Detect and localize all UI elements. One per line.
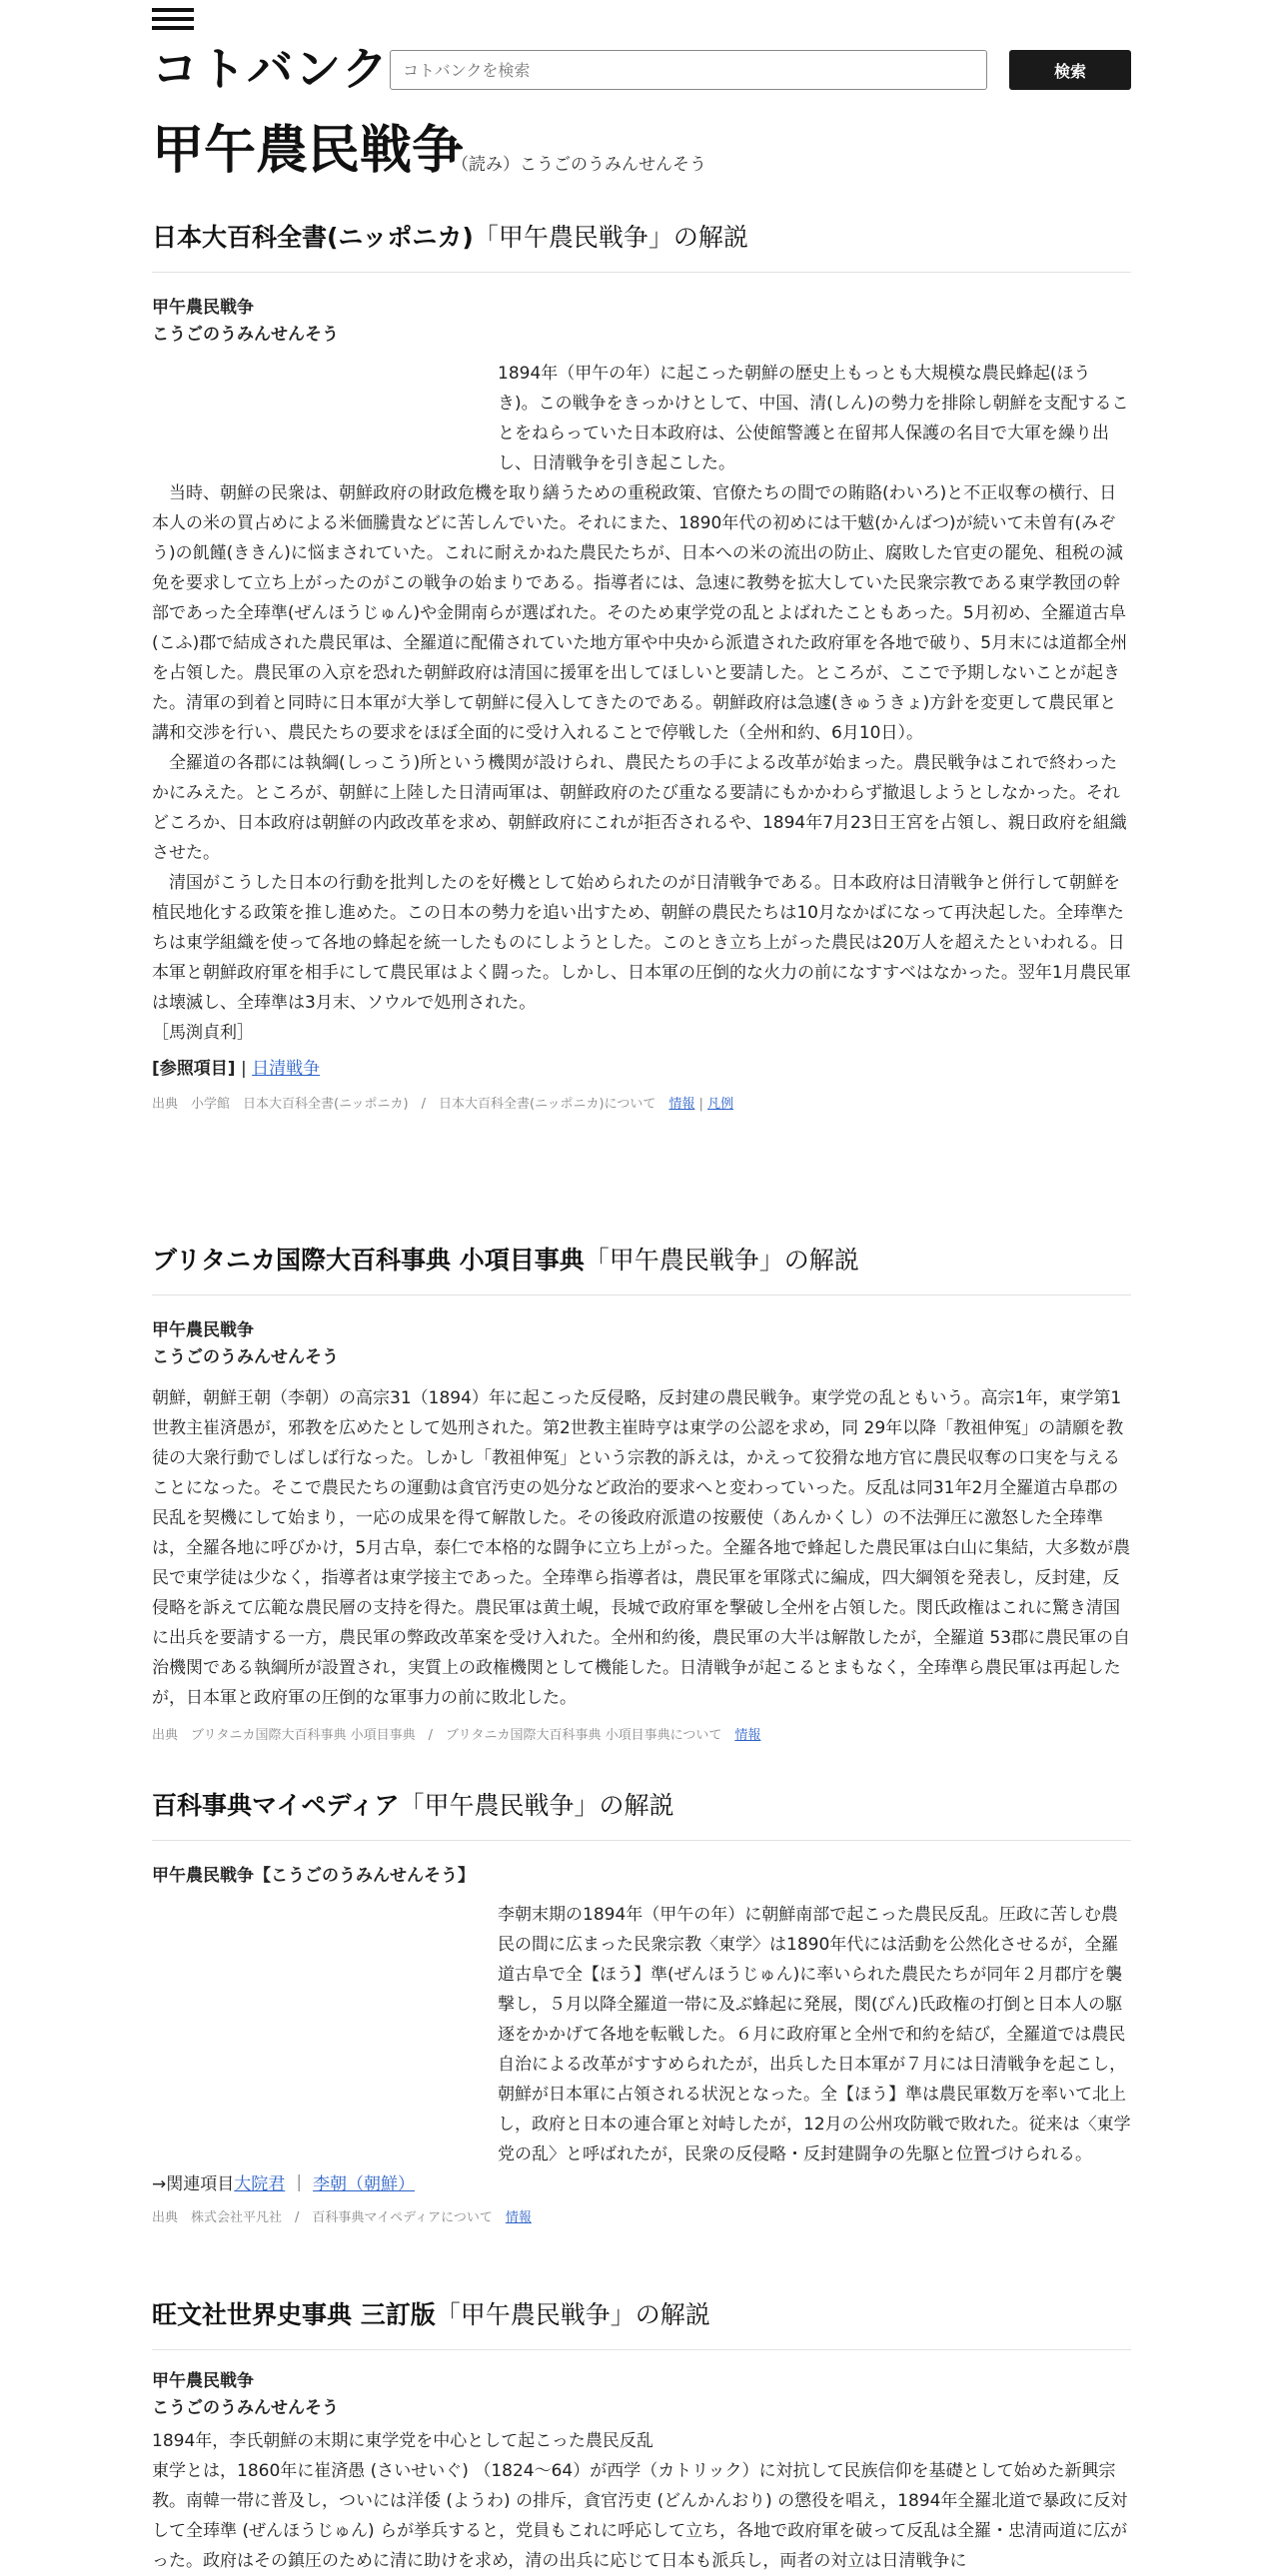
entry-body: 李朝末期の1894年（甲午の年）に朝鮮南部で起こった農民反乱。圧政に苦しむ農民の間に広まった民衆宗教〈東学〉は1890年代には活動を公然化させるが，全羅道古阜で全【ほう】準(ぜんほうじゅん)に率いられた農民たちが同年２月郡庁を襲撃し，５月以降全羅道一帯に及ぶ蜂起に発展，閔(びん)氏政権の打倒と日本人の駆逐をかかげて各地を転戦した。６月に政府軍と全州で和約を結び，全羅道では農民自治による改革がすすめられたが，出兵した日本軍が７月には日清戦争を起こし，朝鮮が日本軍に占領される状況となった。全【ほう】準は農民軍数万を率いて北上し，政府と日本の連合軍と対峙したが，12月の公州攻防戦で敗れた。従来は〈東学党の乱〉と呼ばれたが，民衆の反侵略・反封建闘争の先駆と位置づけられる。: [498, 1905, 1131, 2164]
related-link[interactable]: 李朝（朝鮮）: [313, 2174, 416, 2194]
entry-title: 甲午農民戦争【こうごのうみんせんそう】: [152, 1866, 475, 1886]
info-link[interactable]: 情報: [505, 2210, 532, 2225]
info-link[interactable]: 情報: [734, 1728, 761, 1743]
entry-reading: こうごのうみんせんそう: [152, 1347, 339, 1367]
section-heading: 旺文社世界史事典 三訂版「甲午農民戦争」の解説: [152, 2295, 1131, 2350]
menu-icon[interactable]: [152, 8, 194, 32]
section-britannica: [152, 1241, 1131, 1747]
entry-body: [152, 359, 1131, 1048]
author: ［馬渕貞利］: [152, 1023, 254, 1043]
section-nipponica: [152, 218, 1131, 1116]
page-reading: （読み）こうごのうみんせんそう: [452, 155, 706, 175]
section-heading: ブリタニカ国際大百科事典 小項目事典「甲午農民戦争」の解説: [152, 1241, 1131, 1295]
page-title: 甲午農民戦争: [152, 121, 465, 181]
entry-title: 甲午農民戦争: [152, 1320, 254, 1340]
source-line: 出典 株式会社平凡社 / 百科事典マイペディアについて 情報: [152, 2210, 532, 2225]
entry-body: 朝鮮，朝鮮王朝（李朝）の高宗31（1894）年に起こった反侵略，反封建の農民戦争。東学党の乱ともいう。高宗1年，東学第1世教主崔済愚が，邪教を広めたとして処刑された。第2世教主崔時亨は東学の公認を求め，同 29年以降「教祖伸冤」の請願を教徒の大衆行動でしばしば行なった。しかし「教祖伸冤」という宗教的訴えは，かえって狡猾な地方官に農民収奪の口実を与えることになった。そこで農民たちの運動は貪官汚吏の処分など政治的要求へと変わっていった。反乱は同31年2月全羅道古阜郡の民乱を契機にして始まり，一応の成果を得て解散した。その後政府派遣の按覈使（あんかくし）の不法弾圧に激怒した全琫準は，全羅各地に呼びかけ，5月古阜，泰仁で本格的な闘争に立ち上がった。全羅各地で蜂起した農民軍は白山に集結，大多数が農民で東学徒は少なく，指導者は東学接主であった。全琫準ら指導者は，農民軍を軍隊式に編成，四大綱領を発表し，反封建，反侵略を訴えて広範な農民層の支持を得た。農民軍は黄土峴，長城で政府軍を撃破し全州を占領した。閔氏政権はこれに驚き清国に出兵を要請する一方，農民軍の弊政改革案を受け入れた。全州和約後，農民軍の大半は解散したが，全羅道 53郡に農民軍の自治機関である執綱所が設置され，実質上の政権機関として機能した。日清戦争が起こるとまもなく，全琫準ら農民軍は再起したが，日本軍と政府軍の圧倒的な軍事力の前に敗北した。: [152, 1388, 1131, 1708]
entry-title: 甲午農民戦争: [152, 2371, 254, 2391]
related-items: →関連項目大院君 ｜ 李朝（朝鮮）: [152, 2174, 416, 2194]
legend-link[interactable]: 凡例: [707, 1097, 734, 1112]
source-line: 出典 小学館 日本大百科全書(ニッポニカ) / 日本大百科全書(ニッポニカ)について 情報 | 凡例: [152, 1097, 734, 1112]
search-input[interactable]: [390, 50, 987, 90]
site-logo[interactable]: コトバンク: [152, 42, 391, 96]
section-heading: 百科事典マイペディア「甲午農民戦争」の解説: [152, 1786, 1131, 1841]
section-mypedia: [152, 1786, 1131, 2229]
entry-title: 甲午農民戦争: [152, 298, 254, 318]
paragraph: 全羅道の各郡には執綱(しっこう)所という機関が設けられ、農民たちの手による改革が始まった。農民戦争はこれで終わったかにみえた。ところが、朝鮮に上陸した日清両軍は、朝鮮政府のたび重なる要請にもかかわらず撤退しようとしなかった。それどころか、日本政府は朝鮮の内政改革を求め、朝鮮政府にこれが拒否されるや、1894年7月23日王宮を占領し、親日政府を組織させた。: [152, 753, 1127, 863]
info-link[interactable]: 情報: [668, 1097, 695, 1112]
section-heading: 日本大百科全書(ニッポニカ)「甲午農民戦争」の解説: [152, 218, 1131, 273]
paragraph: 1894年（甲午の年）に起こった朝鮮の歴史上もっとも大規模な農民蜂起(ほうき)。この戦争をきっかけとして、中国、清(しん)の勢力を排除し朝鮮を支配することをねらっていた日本政府は、公使館警護と在留邦人保護の名目で大軍を繰り出し、日清戦争を引き起こした。: [498, 364, 1129, 473]
entry-reading: こうごのうみんせんそう: [152, 2398, 339, 2418]
paragraph: 当時、朝鮮の民衆は、朝鮮政府の財政危機を取り繕うための重税政策、官僚たちの間での賄賂(わいろ)と不正収奪の横行、日本人の米の買占めによる米価騰貴などに苦しんでいた。それにまた、1890年代の初めには干魃(かんばつ)が続いて未曽有(みぞう)の飢饉(ききん)に悩まされていた。これに耐えかねた農民たちが、日本への米の流出の防止、腐敗した官吏の罷免、租税の減免を要求して立ち上がったのがこの戦争の始まりである。指導者には、急速に教勢を拡大していた民衆宗教である東学教団の幹部であった全琫準(ぜんほうじゅん)や金開南らが選ばれた。そのため東学党の乱とよばれたこともあった。5月初め、全羅道古阜(こふ)郡で結成された農民軍は、全羅道に配備されていた地方軍や中央から派遣された政府軍を各地で破り、5月末には道都全州を占領した。農民軍の入京を恐れた朝鮮政府は清国に援軍を出してほしいと要請した。ところが、ここで予期しないことが起きた。清軍の到着と同時に日本軍が大挙して朝鮮に侵入してきたのである。朝鮮政府は急遽(きゅうきょ)方針を変更して農民軍と講和交渉を行い、農民たちの要求をほぼ全面的に受け入れることで停戦した（全州和約、6月10日）。: [152, 483, 1128, 743]
reference-link[interactable]: 日清戦争: [252, 1059, 321, 1079]
source-line: 出典 ブリタニカ国際大百科事典 小項目事典 / ブリタニカ国際大百科事典 小項目事典について 情報: [152, 1728, 761, 1743]
section-obunsha: [152, 2295, 1131, 2576]
paragraph: 東学とは，1860年に崔済愚 (さいせいぐ) （1824〜64）が西学（カトリック）に対抗して民族信仰を基礎として始めた新興宗教。南韓一帯に普及し，ついには洋倭 (ようわ) の排斥，貪官汚吏 (どんかんおり) の懲役を唱え，1894年全羅北道で暴政に反対して全琫準 (ぜんほうじゅん) らが挙兵すると，党員もこれに呼応して立ち，各地で政府軍を破って反乱は全羅・忠清両道に広がった。政府はその鎮圧のために清に助けを求め，清の出兵に応じて日本も派兵し，両者の対立は日清戦争に: [152, 2461, 1128, 2571]
paragraph: 1894年，李氏朝鮮の末期に東学党を中心として起こった農民反乱: [152, 2431, 653, 2451]
search-button[interactable]: 検索: [1009, 50, 1131, 90]
reference-items: [参照項目] | 日清戦争: [152, 1059, 321, 1079]
entry-reading: こうごのうみんせんそう: [152, 325, 339, 345]
related-link[interactable]: 大院君: [234, 2174, 286, 2194]
paragraph: 清国がこうした日本の行動を批判したのを好機として始められたのが日清戦争である。日本政府は日清戦争と併行して朝鮮を植民地化する政策を推し進めた。この日本の勢力を追い出すため、朝鮮の農民たちは10月なかばになって再決起した。全琫準たちは東学組織を使って各地の蜂起を統一したものにしようとした。このとき立ち上がった農民は20万人を超えたといわれる。日本軍と朝鮮政府軍を相手にして農民軍はよく闘った。しかし、日本軍の圧倒的な火力の前になすすべはなかった。翌年1月農民軍は壊滅し、全琫準は3月末、ソウルで処刑された。: [152, 873, 1131, 1013]
reference-label: [参照項目]: [152, 1059, 236, 1079]
